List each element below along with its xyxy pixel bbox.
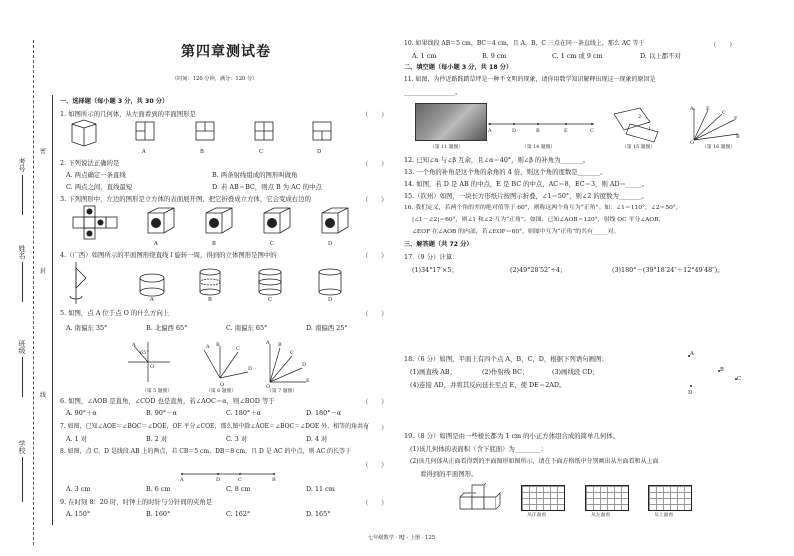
q10-opt-c: C. 1 cm 或 9 cm xyxy=(552,52,603,60)
label-front-view: 从正面看 xyxy=(527,513,547,518)
binding-line xyxy=(52,95,53,525)
q9-opt-b: B. 160° xyxy=(146,510,171,518)
svg-text:65°: 65° xyxy=(140,350,149,356)
cut-mark-mi: 密 xyxy=(40,148,47,155)
q18-part-3: (3)画线段 CD； xyxy=(552,368,599,376)
answer-bracket-2[interactable]: （ ） xyxy=(362,160,388,168)
q17-part-1: (1)34°17′×5； xyxy=(412,266,458,274)
answer-bracket-4[interactable]: （ ） xyxy=(362,252,388,260)
caption-fig-7: （第 7 题图） xyxy=(267,389,298,394)
point-c-label: C xyxy=(737,376,741,382)
q18-part-2: (2)作射线 BC； xyxy=(482,368,529,376)
caption-fig-14: （第 14 题图） xyxy=(522,145,556,150)
caption-fig-16: （第 16 题图） xyxy=(702,145,736,150)
q8-opt-c: C. 8 cm xyxy=(226,485,251,493)
answer-bracket-7[interactable]: （ ） xyxy=(362,424,388,432)
svg-text:B: B xyxy=(736,134,740,140)
svg-text:C: C xyxy=(722,110,726,116)
question-14: 14. 如图，若 D 是 AB 的中点，E 是 BC 的中点，AC＝8，EC＝3，则 AD＝_____。 xyxy=(404,180,649,188)
answer-bracket-6[interactable]: （ ） xyxy=(362,398,388,406)
q2-opt-a: A. 两点确定一条直线 xyxy=(66,171,126,179)
q4-opt-c: C xyxy=(268,297,272,303)
q17-part-3: (3)180°－(39°18′24″＋12°49′48″)。 xyxy=(612,266,724,274)
svg-text:F: F xyxy=(734,116,738,122)
q17-part-2: (2)49°28′52″÷4； xyxy=(510,266,567,274)
point-d xyxy=(690,385,692,387)
kaohao-field[interactable] xyxy=(22,175,23,215)
svg-text:E: E xyxy=(706,106,710,112)
svg-text:C: C xyxy=(236,346,240,352)
q19-part-2-cont: 看得到的平面图形。 xyxy=(420,470,478,478)
q9-opt-a: A. 150° xyxy=(66,510,91,518)
q2-opt-c: C. 两点之间，直线最短 xyxy=(66,183,133,191)
svg-text:A: A xyxy=(206,344,210,350)
svg-text:A: A xyxy=(180,477,184,482)
q15-figure xyxy=(610,104,670,144)
cut-mark-feng: 封 xyxy=(40,268,47,275)
q7-opt-b: B. 2 对 xyxy=(146,435,168,443)
q8-opt-d: D. 11 cm xyxy=(306,485,335,493)
question-10: 10. 如果线段 AB＝5 cm，BC＝4 cm，且 A，B，C 三点在同一条直线上，那么 AC 等于 xyxy=(404,40,645,47)
q7-opt-a: A. 1 对 xyxy=(66,435,88,443)
svg-text:O: O xyxy=(150,364,155,370)
q19-part-2: (2)该几何体从正面看得到的平面图形如图所示，请在下面方格纸中分别画出从左面看和从上面 xyxy=(410,458,659,465)
point-d-label: D xyxy=(688,390,693,396)
q2-opt-d: D. 若 AB＝BC，则点 B 为 AC 的中点 xyxy=(212,183,322,191)
q3-opt-a: A xyxy=(154,241,158,247)
question-16-line2: |∠1－∠2|＝60°，则∠1 和∠2 互为“正角”。如图，已知∠AOB＝120°，射线 OC 平分∠AOB， xyxy=(412,217,665,223)
label-top-view: 从上面看 xyxy=(654,513,674,518)
question-7: 7. 如图，已知∠AOE＝∠BOC＝∠DOE，OF 平分∠COE，那么图中除∠AOE＝∠BOC＝∠DOE 外，相等的角共有 xyxy=(60,423,370,430)
svg-text:O: O xyxy=(690,140,695,144)
q4-opt-a: A xyxy=(150,297,154,303)
question-1: 1. 如图所示的几何体，从左面看到的平面图形是 xyxy=(60,110,196,118)
question-12: 12. 已知∠α 与∠β 互余，且∠α＝40°，则∠β 的补角为_______。 xyxy=(404,156,590,164)
q6-opt-b: B. 90°－α xyxy=(146,409,177,417)
svg-text:D: D xyxy=(216,477,221,482)
q1-opt-b: B xyxy=(200,149,204,155)
svg-text:E: E xyxy=(564,128,568,134)
answer-bracket-10[interactable]: （ ） xyxy=(710,41,736,49)
page-title: 第四章测试卷 xyxy=(181,44,271,60)
question-8: 8. 如图，点 C，D 是线段 AB 上的两点，若 CB＝5 cm，DB＝8 cm，且 D 是 AC 的中点，则 AC 的长等于 xyxy=(60,448,352,455)
caption-fig-11: （第 11 题图） xyxy=(430,145,464,150)
svg-text:O: O xyxy=(220,382,225,388)
xingming-field[interactable] xyxy=(22,262,23,302)
question-13: 13. 一个角的补角是这个角的余角的 4 倍，则这个角的度数是_______。 xyxy=(404,168,607,176)
svg-text:D: D xyxy=(248,366,253,372)
svg-text:B: B xyxy=(216,342,220,348)
question-11: 11. 如图，为抄近路践踏草坪是一种不文明的现象，请你用数学知识解释出现这一现象的原因是 xyxy=(404,76,656,83)
answer-bracket-1[interactable]: （ ） xyxy=(362,111,388,119)
q9-opt-d: D. 165° xyxy=(306,510,331,518)
svg-text:A: A xyxy=(488,128,492,134)
svg-text:C: C xyxy=(590,128,594,134)
q16-figure xyxy=(688,104,743,144)
page-footer: 七年级数学 · RJ · 上册 · 125 xyxy=(368,535,436,541)
svg-text:B: B xyxy=(272,477,276,482)
q10-opt-b: B. 9 cm xyxy=(482,52,507,60)
cut-mark-xian: 线 xyxy=(40,392,47,399)
svg-text:A: A xyxy=(266,340,270,346)
question-9: 9. 在时刻 8：20 时，时钟上的时针与分针间的夹角是 xyxy=(60,498,213,506)
svg-text:D: D xyxy=(512,128,517,134)
side-label-xingming: 姓名 xyxy=(18,245,26,259)
q18-part-4: (4)连接 AD，并将其反向延长至点 E，使 DE＝2AD。 xyxy=(410,381,566,389)
svg-text:2: 2 xyxy=(638,114,642,120)
q2-opt-b: B. 两条射线组成的图形叫做角 xyxy=(212,171,298,179)
q5-q7-figures xyxy=(120,338,310,390)
q3-figures xyxy=(64,205,354,243)
q9-opt-c: C. 162° xyxy=(226,510,251,518)
q1-opt-c: C xyxy=(259,149,263,155)
svg-text:D: D xyxy=(302,362,307,368)
question-5: 5. 如图，点 A 位于点 O 的什么方向上 xyxy=(60,309,170,317)
q10-opt-d: D. 以上都不对 xyxy=(640,52,681,60)
section-1-heading: 一、选择题（每小题 3 分，共 30 分） xyxy=(60,98,169,105)
q14-figure xyxy=(486,118,598,134)
grid-left-view[interactable] xyxy=(585,485,629,511)
answer-bracket-8[interactable]: （ ） xyxy=(362,461,388,469)
svg-text:B: B xyxy=(278,342,282,348)
q8-figure xyxy=(178,468,278,482)
q10-opt-a: A. 1 cm xyxy=(412,52,437,60)
section-2-heading: 二、填空题（每小题 3 分，共 18 分） xyxy=(404,64,513,71)
svg-text:A: A xyxy=(132,342,136,348)
question-19: 19.（8 分）如图是由一些棱长都为 1 cm 的小正方体组合成的简单几何体。 xyxy=(404,432,619,440)
question-15: 15.（钦州）如图，一块长方形纸片按图示折叠，∠1＝50°，则∠2 的度数为_______。 xyxy=(404,192,648,200)
question-18: 18.（6 分）如图，平面上有四个点 A，B，C，D，根据下列语句画图： xyxy=(404,355,608,363)
question-16-line1: 16. 我们定义，若两个角的差的绝对值等于 60°，则称这两个角互为“正角”。如：∠1＝110°，∠2＝50°， xyxy=(404,205,682,211)
page-subtitle: （时间：120 分钟，满分：120 分） xyxy=(172,76,258,82)
question-6: 6. 如图，∠AOB 是直角，∠COD 也是直角，若∠AOC＝α，则∠BOD 等于 xyxy=(60,397,275,405)
xuexiao-field[interactable] xyxy=(22,457,23,502)
svg-text:C: C xyxy=(290,350,294,356)
svg-text:A: A xyxy=(690,106,694,112)
side-label-kaohao: 考号 xyxy=(18,158,26,172)
q4-opt-d: D xyxy=(328,297,333,303)
point-a-label: A xyxy=(690,351,694,357)
side-label-banji: 班级 xyxy=(18,340,26,354)
section-3-heading: 三、解答题（共 72 分） xyxy=(404,241,473,248)
q7-opt-d: D. 4 对 xyxy=(306,435,328,443)
svg-text:C: C xyxy=(238,477,242,482)
q11-photo xyxy=(415,103,487,141)
grid-front-view xyxy=(521,485,565,511)
q3-opt-b: B xyxy=(212,241,216,247)
q6-opt-a: A. 90°＋α xyxy=(66,409,97,417)
answer-bracket-3[interactable]: （ ） xyxy=(362,196,388,204)
point-b-label: B xyxy=(720,367,724,373)
caption-fig-6: （第 6 题图） xyxy=(206,389,237,394)
svg-text:B: B xyxy=(536,128,540,134)
q5-opt-d: D. 南偏西 25° xyxy=(306,324,348,332)
q18-part-1: (1)画直线 AB； xyxy=(410,368,456,376)
q1-opt-d: D xyxy=(317,149,322,155)
q6-opt-c: C. 180°＋α xyxy=(226,409,261,417)
q4-opt-b: B xyxy=(208,297,212,303)
label-left-view: 从左面看 xyxy=(591,513,611,518)
svg-text:O: O xyxy=(266,384,271,390)
q3-opt-d: D xyxy=(328,241,333,247)
question-3: 3. 下列图形中，左边的图形是立方体的表面展开图，把它折叠成立方体，它会变成右边的 xyxy=(60,195,311,203)
svg-text:E: E xyxy=(306,378,310,384)
banji-field[interactable] xyxy=(22,357,23,397)
q8-opt-b: B. 6 cm xyxy=(146,485,171,493)
grid-top-view[interactable] xyxy=(648,485,692,511)
question-2: 2. 下列说法正确的是 xyxy=(60,159,120,167)
q1-opt-a: A xyxy=(142,149,146,155)
caption-fig-5: （第 5 题图） xyxy=(142,389,173,394)
fold-dashed-line xyxy=(33,40,34,545)
q8-opt-a: A. 3 cm xyxy=(66,485,91,493)
q1-figures xyxy=(70,118,350,150)
caption-fig-15: （第 15 题图） xyxy=(622,145,656,150)
q5-opt-c: C. 南偏东 65° xyxy=(226,324,268,332)
q5-opt-b: B. 北偏西 65° xyxy=(146,324,188,332)
q6-opt-d: D. 180°－α xyxy=(306,409,342,417)
question-4: 4.（广西）如图所示的平面图形绕直线 l 旋转一周，得到的立体图形是图中的 xyxy=(60,251,277,259)
svg-text:1: 1 xyxy=(648,126,652,132)
question-17: 17.（9 分）计算： xyxy=(404,253,459,261)
side-label-xuexiao: 学校 xyxy=(18,440,26,454)
q19-part-1: (1)该几何体的表面积（含下底面）为________； xyxy=(410,445,547,453)
answer-bracket-9[interactable]: （ ） xyxy=(362,499,388,507)
q3-opt-c: C xyxy=(270,241,274,247)
question-11-blank[interactable]: ________________。 xyxy=(404,88,462,96)
q7-opt-c: C. 3 对 xyxy=(226,435,248,443)
answer-bracket-5[interactable]: （ ） xyxy=(362,310,388,318)
q5-opt-a: A. 南偏东 35° xyxy=(66,324,108,332)
question-16-line3: ∠EOF 在∠AOB 的内部，若∠EOF＝60°，则图中互为“正角”的共有_____对。 xyxy=(412,229,620,235)
q19-solid-figure xyxy=(456,483,504,517)
